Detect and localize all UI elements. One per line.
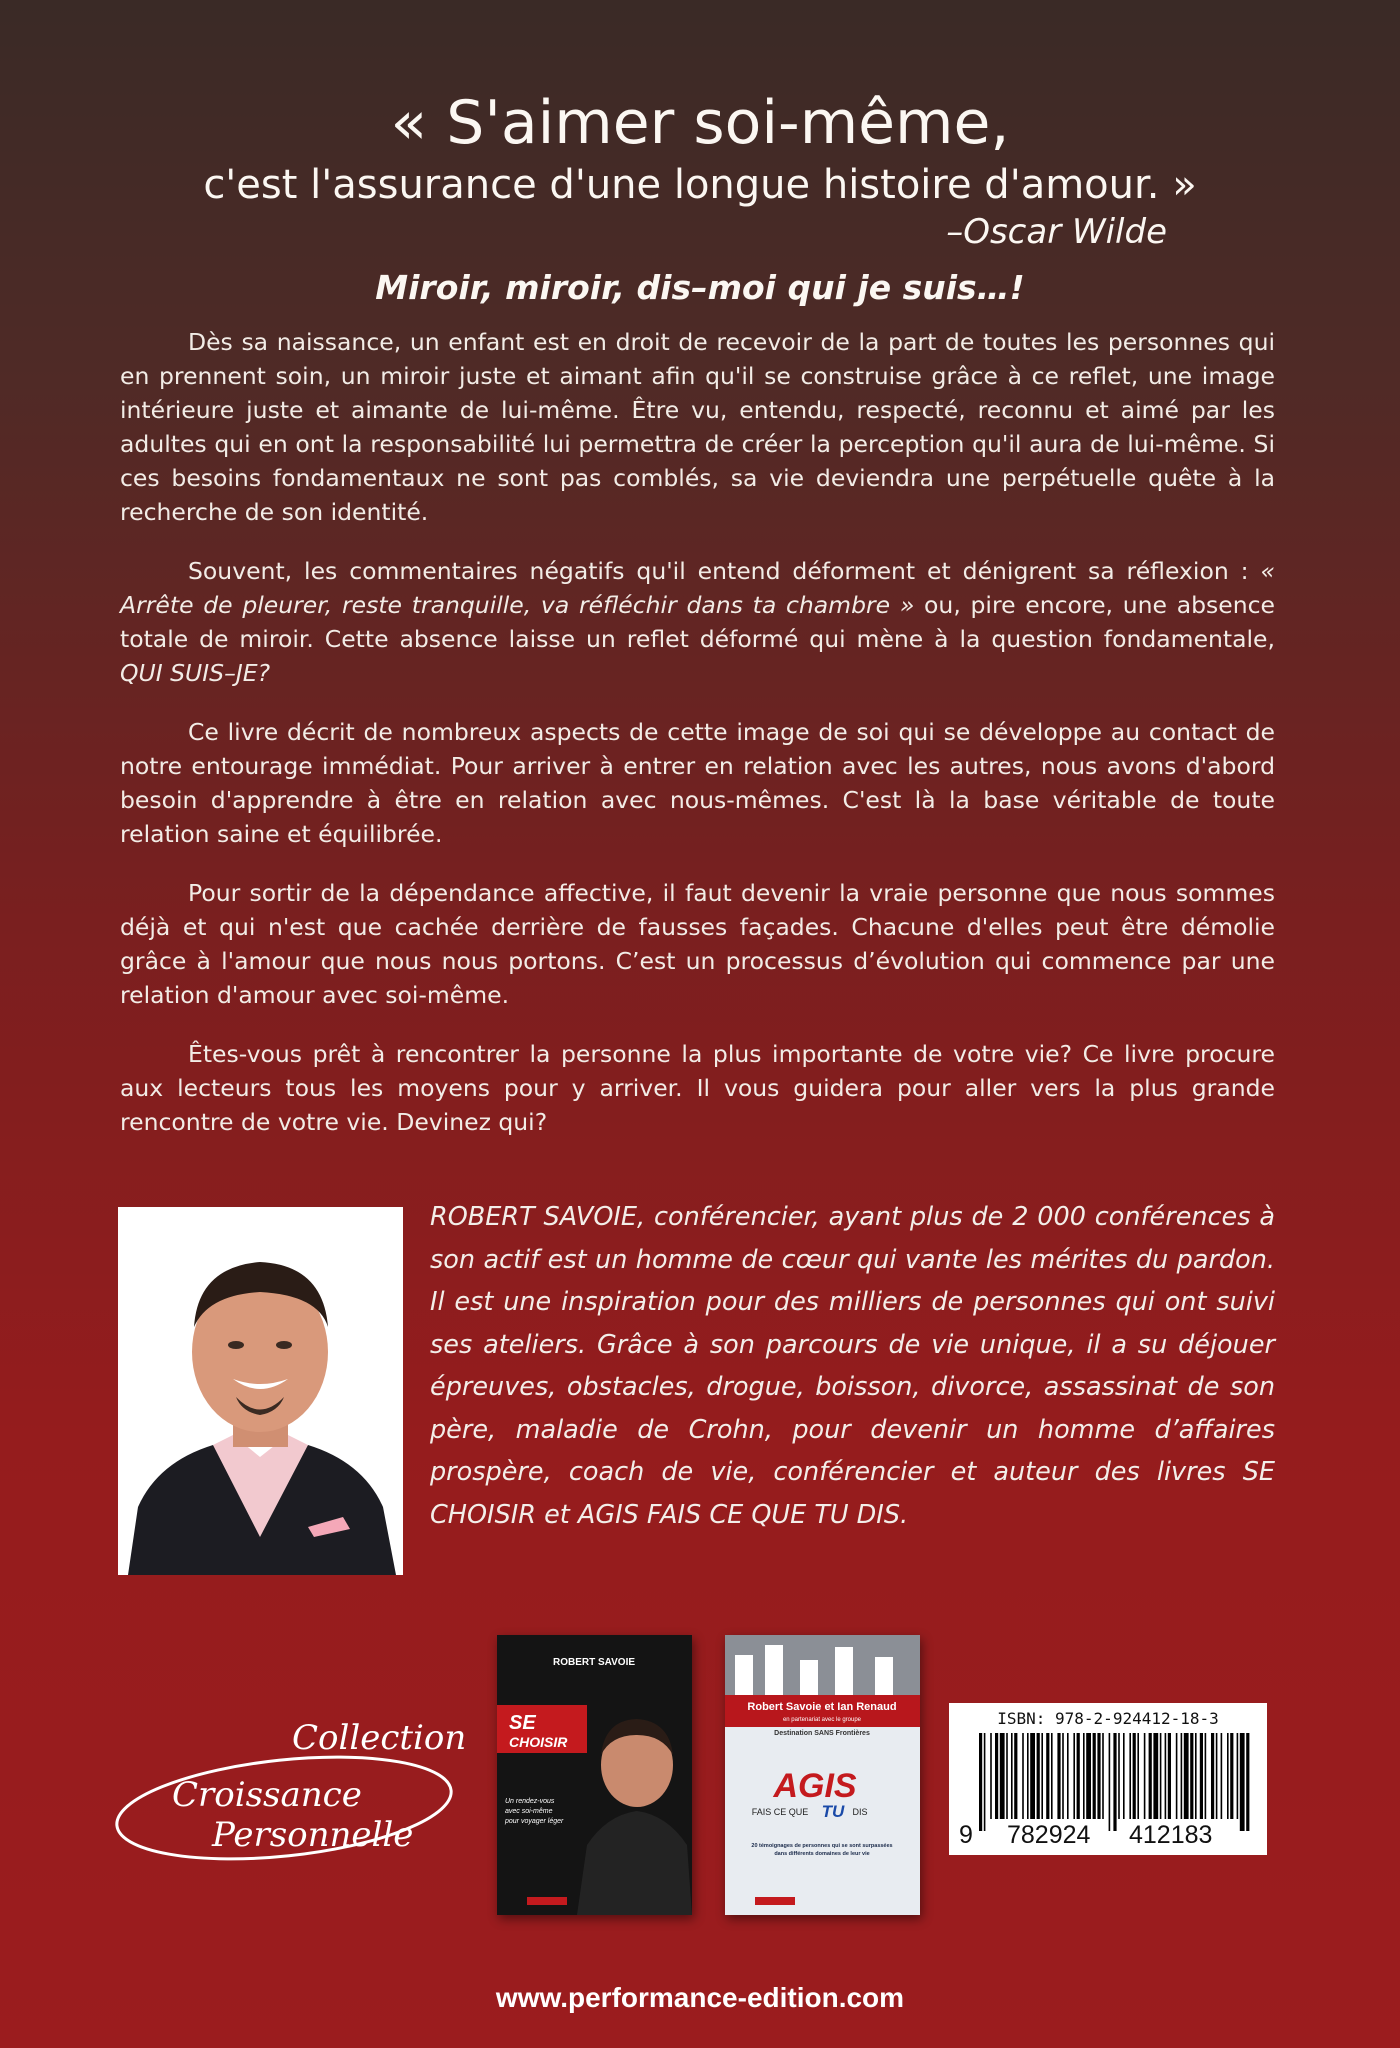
barcode-bar	[1211, 1733, 1214, 1819]
barcode-bar	[1137, 1733, 1139, 1819]
barcode-bar	[1221, 1733, 1223, 1819]
paragraph-2-quote: « Arrête de pleurer, reste tranquille, va réfléchir dans ta chambre »	[120, 557, 1275, 619]
author-portrait-illustration	[118, 1207, 403, 1575]
barcode-digits-right: 412183	[1129, 1821, 1213, 1849]
barcode-bar	[1160, 1733, 1162, 1819]
barcode-bar	[1086, 1733, 1091, 1819]
author-photo	[118, 1207, 403, 1575]
barcode-bar	[995, 1733, 998, 1819]
barcode-bar	[1027, 1733, 1029, 1819]
book-2-partner-1: en partenariat avec le groupe	[782, 1717, 862, 1723]
synopsis	[120, 325, 1275, 1164]
barcode-bar	[1153, 1733, 1158, 1819]
paragraph-2-question: QUI SUIS–JE?	[120, 659, 271, 687]
barcode-bar	[1190, 1733, 1193, 1819]
paragraph-4: Pour sortir de la dépendance affective, il faut devenir la vraie personne que nous sommes déjà et qui n'est que cachée derrière de fausses façades. Chacune d'elles peut être démolie grâce à l'amour que nous nous portons. C’est un processus d’évolution qui commence par une relation d'amour avec soi-même.	[120, 879, 1275, 1009]
book-2-partner-2: Destination SANS Frontières	[774, 1730, 870, 1737]
barcode-bar	[1118, 1733, 1120, 1819]
barcode-bar	[1093, 1733, 1096, 1819]
barcode-bar	[1041, 1733, 1043, 1819]
barcode-bar	[1073, 1733, 1075, 1819]
book-2-title-agis: AGIS	[773, 1767, 857, 1805]
paragraph-5: Êtes-vous prêt à rencontrer la personne la plus importante de votre vie? Ce livre procure aux lecteurs tous les moyens pour y arriver. Il vous guidera pour aller vers la plus grande rencontre de votre vie. Devinez qui?	[120, 1040, 1275, 1136]
barcode-bar	[1022, 1733, 1024, 1819]
paragraph-2-start: Souvent, les commentaires négatifs qu'il entend déforment et dénigrent sa réflexion :	[188, 557, 1261, 585]
paragraph-1: Dès sa naissance, un enfant est en droit de recevoir de la part de toutes les personnes qui en prennent soin, un miroir juste et aimant afin qu'il se construise grâce à ce reflet, une image intérieure juste et aimante de lui-même. Être vu, entendu, respecté, reconnu et aimé par les adultes qui en ont la responsabilité lui permettra de créer la perception qu'il aura de lui-même. Si ces besoins fondamentaux ne sont pas comblés, sa vie deviendra une perpétuelle quête à la recherche de son identité.	[120, 328, 1275, 526]
book-1-tagline-3: pour voyager léger	[505, 1818, 564, 1825]
barcode-bar	[1037, 1733, 1040, 1819]
book-1-tagline-2: avec soi-même	[505, 1808, 553, 1815]
publisher-website[interactable]: www.performance-edition.com	[495, 1982, 905, 2013]
barcode-bar	[1133, 1733, 1136, 1819]
barcode-bar	[1067, 1733, 1069, 1819]
barcode-bar	[1109, 1733, 1111, 1831]
subtitle: Miroir, miroir, dis–moi qui je suis…!	[375, 268, 1025, 307]
barcode-bar	[1083, 1733, 1085, 1819]
barcode-bar	[1230, 1733, 1233, 1819]
quote-line-1: « S'aimer soi-même,	[390, 88, 1010, 158]
barcode-bars	[949, 1703, 1267, 1855]
barcode-bar	[1144, 1733, 1146, 1819]
barcode-digit-first: 9	[959, 1821, 973, 1849]
book-1-illustration	[497, 1635, 692, 1915]
collection-logo	[112, 1718, 472, 1868]
book-1-title-choisir: CHOISIR	[509, 1734, 568, 1750]
barcode-bar	[1184, 1733, 1189, 1819]
barcode-bar	[1062, 1733, 1064, 1819]
barcode-bar	[1195, 1733, 1197, 1819]
book-1-title-se: SE	[509, 1712, 536, 1734]
book-2-authors: Robert Savoie et Ian Renaud	[747, 1701, 897, 1713]
barcode-bar	[1205, 1733, 1207, 1819]
barcode-bar	[1006, 1733, 1008, 1819]
barcode-bar	[1216, 1733, 1218, 1819]
barcode-bar	[1014, 1733, 1017, 1819]
barcode-bar	[1240, 1733, 1245, 1831]
barcode-bar	[1113, 1733, 1116, 1831]
barcode-bar	[1200, 1733, 1203, 1819]
barcode-bar	[1000, 1733, 1005, 1819]
book-2-title-dis: DIS	[852, 1807, 868, 1817]
isbn-label: ISBN: 978-2-924412-18-3	[997, 1709, 1219, 1728]
barcode-bar	[1129, 1733, 1131, 1819]
barcode-bar	[1102, 1733, 1104, 1819]
book-2-illustration	[725, 1635, 920, 1915]
barcode-bar	[1011, 1733, 1013, 1819]
book-2-title-fais: FAIS CE QUE	[751, 1807, 809, 1817]
book-cover-se-choisir	[497, 1635, 692, 1915]
logo-line-1: Croissance	[172, 1775, 362, 1815]
barcode-bar	[1176, 1733, 1178, 1819]
paragraph-2-middle: ou, pire encore, une absence totale de miroir. Cette absence laisse un reflet déformé qui mène à la question fondamentale,	[120, 591, 1275, 653]
book-2-title-tu: TU	[821, 1802, 845, 1821]
book-1-author: ROBERT SAVOIE	[552, 1657, 636, 1668]
barcode-bar	[1030, 1733, 1035, 1819]
barcode-bar	[1237, 1733, 1239, 1819]
barcode-bar	[1046, 1733, 1049, 1819]
logo-line-2: Personnelle	[212, 1815, 414, 1855]
barcode-bar	[1097, 1733, 1100, 1819]
barcode-bar	[1168, 1733, 1171, 1819]
book-2-blurb-2: dans différents domaines de leur vie	[774, 1851, 870, 1857]
isbn-barcode	[949, 1703, 1267, 1855]
barcode-bar	[1051, 1733, 1053, 1819]
quote-line-2: c'est l'assurance d'une longue histoire d'amour. »	[203, 162, 1197, 208]
barcode-bar	[1227, 1733, 1229, 1819]
barcode-bar	[1077, 1733, 1080, 1819]
barcode-bar	[984, 1733, 986, 1831]
barcode-bar	[1181, 1733, 1183, 1819]
barcode-bar	[979, 1733, 982, 1831]
barcode-bar	[1123, 1733, 1125, 1819]
quote-author: –Oscar Wilde	[946, 212, 1167, 252]
barcode-bar	[1057, 1733, 1060, 1819]
logo-collection-label: Collection	[292, 1718, 467, 1758]
paragraph-2	[120, 554, 1275, 690]
barcode-bar	[990, 1733, 992, 1819]
barcode-bar	[1246, 1733, 1249, 1831]
book-cover-agis	[725, 1635, 920, 1915]
book-2-blurb-1: 20 témoignages de personnes qui se sont surpassées	[751, 1843, 893, 1849]
barcode-digits-left: 782924	[1007, 1821, 1091, 1849]
author-bio: ROBERT SAVOIE, conférencier, ayant plus de 2 000 conférences à son actif est un homme de cœur qui vante les mérites du pardon. Il est une inspiration pour des milliers de personnes qui ont suivi ses ateliers. Grâce à son parcours de vie unique, il a su déjouer épreuves, obstacles, drogue, boisson, divorce, assassinat de son père, maladie de Crohn, pour devenir un homme d’affaires prospère, coach de vie, conférencier et auteur des livres SE CHOISIR et AGIS FAIS CE QUE TU DIS.	[430, 1202, 1275, 1530]
paragraph-3: Ce livre décrit de nombreux aspects de cette image de soi qui se développe au contact de notre entourage immédiat. Pour arriver à entrer en relation avec les autres, nous avons d'abord besoin d'apprendre à être en relation avec nous-mêmes. C'est là la base véritable de toute relation saine et équilibrée.	[120, 718, 1275, 848]
book-1-tagline-1: Un rendez-vous	[505, 1798, 555, 1805]
barcode-bar	[1149, 1733, 1152, 1819]
barcode-bar	[1165, 1733, 1167, 1819]
